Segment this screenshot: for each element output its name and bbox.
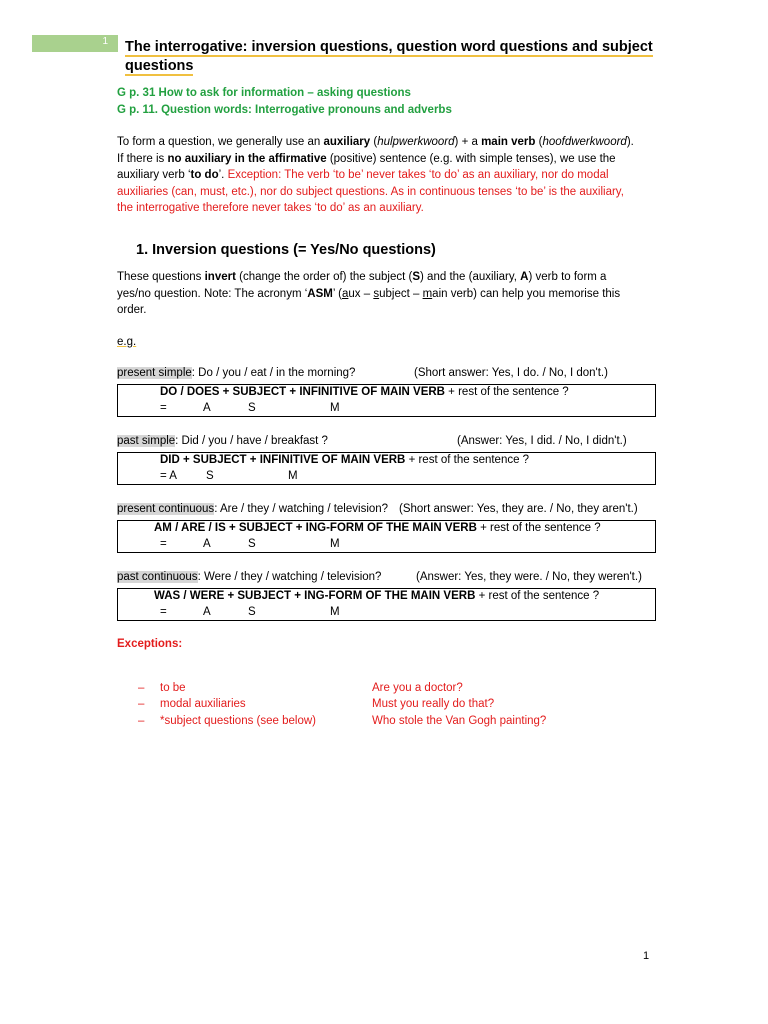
formula-eq: = <box>160 606 167 618</box>
tense-label: past continuous <box>117 571 198 583</box>
intro-text: auxiliary verb ‘ <box>117 169 191 181</box>
intro-text: ( <box>535 136 543 148</box>
example-question <box>117 367 355 379</box>
example-answer: (Short answer: Yes, I do. / No, I don't.) <box>414 367 608 379</box>
exception-example: Must you really do that? <box>372 698 495 710</box>
intro-exception: the interrogative therefore never takes ‘to do’ as an auxiliary. <box>117 202 424 214</box>
reference-2: G p. 11. Question words: Interrogative pronouns and adverbs <box>117 104 452 116</box>
reference-1: G p. 31 How to ask for information – asking questions <box>117 87 411 99</box>
example-question <box>117 571 381 583</box>
intro-text: If there is <box>117 152 168 165</box>
formula-box <box>117 384 656 417</box>
exception-item: modal auxiliaries <box>160 698 246 710</box>
inv-underline: m <box>422 287 433 300</box>
formula-eq: = <box>160 538 167 550</box>
intro-text: ( <box>370 136 378 148</box>
inv-text: ) verb to form a <box>528 271 607 283</box>
inv-bold: A <box>520 271 529 283</box>
example-answer: (Answer: Yes, they were. / No, they weren't.) <box>416 571 642 583</box>
inv-bold: S <box>412 271 421 283</box>
inversion-paragraph <box>117 269 657 319</box>
section-number: 1 <box>102 36 108 47</box>
section-heading: 1. Inversion questions (= Yes/No questions) <box>136 242 436 258</box>
intro-text: (positive) sentence (e.g. with simple tenses), we use the <box>326 152 616 165</box>
page-title <box>125 38 655 76</box>
formula: AM / ARE / IS + SUBJECT + ING-FORM OF THE MAIN VERB <box>154 522 477 534</box>
intro-text: ). <box>626 136 634 148</box>
exception-dash: – <box>138 682 145 694</box>
inv-text: ) and the (auxiliary, <box>420 271 521 283</box>
tense-label: past simple <box>117 435 176 447</box>
tense-label: present simple <box>117 367 192 379</box>
example-question <box>117 503 388 515</box>
inv-text: (change the order of) the subject ( <box>235 271 413 283</box>
formula-s: S <box>248 606 256 618</box>
formula-rest: + rest of the sentence ? <box>405 454 530 466</box>
inv-bold: ASM <box>307 287 333 300</box>
formula-box <box>117 452 656 485</box>
intro-bold: main verb <box>481 136 536 148</box>
intro-text: To form a question, we generally use an <box>117 136 324 148</box>
formula-a: A <box>203 538 211 550</box>
inv-text: These questions <box>117 271 205 283</box>
question-text: : Are / they / watching / television? <box>214 503 389 515</box>
inv-text: ubject – <box>379 287 423 300</box>
formula-box <box>117 588 656 621</box>
inv-underline: s <box>373 287 380 300</box>
formula-s: S <box>248 538 256 550</box>
formula-eq: = A <box>160 470 177 482</box>
intro-exception: Exception: The verb ‘to be’ never takes ‘to do’ as an auxiliary, nor do modal <box>227 169 609 181</box>
formula-a: A <box>203 402 211 414</box>
formula-box <box>117 520 656 553</box>
formula-eq: = <box>160 402 167 414</box>
inv-bold: invert <box>204 271 236 283</box>
formula-m: M <box>330 606 340 618</box>
formula: WAS / WERE + SUBJECT + ING-FORM OF THE MAIN VERB <box>154 590 476 602</box>
example-answer: (Short answer: Yes, they are. / No, they aren't.) <box>399 503 638 515</box>
tense-label: present continuous <box>117 503 215 515</box>
eg-label: e.g. <box>117 336 137 348</box>
formula-s: S <box>248 402 256 414</box>
exception-item: to be <box>160 682 186 694</box>
formula-s: S <box>206 470 214 482</box>
intro-bold: to do <box>190 169 219 181</box>
exception-dash: – <box>138 698 145 710</box>
formula-rest: + rest of the sentence ? <box>476 522 601 534</box>
intro-exception: auxiliaries (can, must, etc.), nor do subject questions. As in continuous tenses ‘to be’ is the auxiliary, <box>117 185 624 198</box>
exception-example: Are you a doctor? <box>372 682 463 694</box>
example-answer: (Answer: Yes, I did. / No, I didn't.) <box>457 435 627 447</box>
page-title-text: The interrogative: inversion questions, question word questions and subject questions <box>125 39 653 74</box>
exception-example: Who stole the Van Gogh painting? <box>372 715 547 727</box>
exception-dash: – <box>138 715 145 727</box>
intro-italic: hoofdwerkwoord <box>542 136 627 148</box>
section-number-tag <box>32 35 118 52</box>
example-question <box>117 435 328 447</box>
formula-m: M <box>288 470 298 482</box>
intro-text: ) + a <box>454 136 482 148</box>
intro-paragraph <box>117 134 657 217</box>
formula-m: M <box>330 402 340 414</box>
formula: DID + SUBJECT + INFINITIVE OF MAIN VERB <box>160 454 406 466</box>
formula: DO / DOES + SUBJECT + INFINITIVE OF MAIN VERB <box>160 386 445 398</box>
exception-item: *subject questions (see below) <box>160 715 316 727</box>
formula-m: M <box>330 538 340 550</box>
inv-text: ux – <box>348 287 374 300</box>
inv-text: order. <box>117 304 147 316</box>
intro-bold: no auxiliary in the affirmative <box>167 152 327 165</box>
inv-text: yes/no question. Note: The acronym ‘ <box>117 287 308 300</box>
page-number: 1 <box>643 950 650 962</box>
inv-text: ain verb) can help you memorise this <box>432 287 621 300</box>
formula-rest: + rest of the sentence ? <box>444 386 569 398</box>
question-text: : Were / they / watching / television? <box>197 571 382 583</box>
intro-bold: auxiliary <box>323 136 371 148</box>
question-text: : Do / you / eat / in the morning? <box>191 367 356 379</box>
inv-underline: a <box>342 287 349 300</box>
exceptions-label: Exceptions: <box>117 638 183 650</box>
inv-text: ’ ( <box>332 287 342 300</box>
intro-italic: hulpwerkwoord <box>377 136 455 148</box>
formula-rest: + rest of the sentence ? <box>475 590 600 602</box>
question-text: : Did / you / have / breakfast ? <box>175 435 328 447</box>
intro-text: ’. <box>218 169 228 181</box>
formula-a: A <box>203 606 211 618</box>
